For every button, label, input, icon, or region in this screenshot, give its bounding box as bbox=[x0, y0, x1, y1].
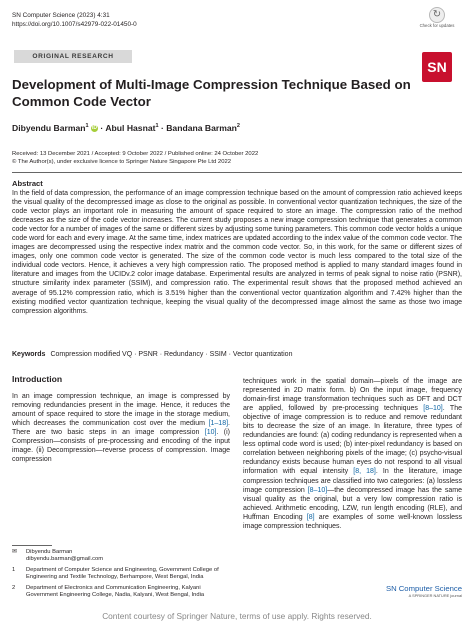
affiliation-marker: 1 bbox=[85, 123, 89, 130]
keywords-label: Keywords bbox=[12, 351, 46, 358]
corresponding-author bbox=[12, 549, 230, 564]
affiliation-text: Department of Electronics and Communication Engineering, Kalyani Government Engineering College, Nadia, Kalyani, West Bengal, India bbox=[26, 584, 205, 599]
citation-link[interactable]: [10] bbox=[204, 429, 217, 437]
citation-link[interactable]: [8] bbox=[306, 513, 315, 521]
divider bbox=[12, 172, 462, 173]
check-for-updates-button[interactable] bbox=[415, 7, 459, 35]
body-text: are examples of some well-known lossless image compression techniques. bbox=[243, 513, 462, 530]
affiliation-marker: 2 bbox=[12, 584, 16, 591]
envelope-icon: ✉ bbox=[12, 549, 17, 555]
keywords bbox=[12, 350, 292, 359]
journal-name: SN Computer Science bbox=[385, 584, 462, 593]
corresponding-name: Dibyendu Barman bbox=[26, 549, 73, 555]
author-list bbox=[12, 123, 240, 133]
article-title: Development of Multi-Image Compression Technique Based on Common Code Vector bbox=[12, 77, 411, 109]
body-text: . In the literature, image compression techniques are classified into two categories: (a) lossless image compression bbox=[243, 468, 462, 494]
journal-footer bbox=[386, 584, 462, 598]
body-text: —the decompressed image has the same visual quality as the original, but a very low compression ratio is achieved. Arithmetic encoding, LZW, run length encoding (RLE), and Huffman Encoding bbox=[243, 486, 462, 521]
author-name[interactable]: Abul Hasnat bbox=[105, 123, 156, 133]
email-link[interactable]: dibyendu.barman@gmail.com bbox=[26, 556, 104, 563]
article-type-badge: ORIGINAL RESEARCH bbox=[14, 50, 132, 63]
doi-link[interactable]: https://doi.org/10.1007/s42979-022-01450-0 bbox=[12, 20, 137, 28]
received-dates: Received: 13 December 2021 / Accepted: 9 October 2022 / Published online: 24 October 2022 bbox=[12, 151, 259, 157]
body-text: . The objective of image compression is to reduce and remove redundant bits to decrease the size of an image. In literature, three types of redundancies are found: (a) coding redundancy is represented when a less optimal code word is used; (b) inter-pixel redundancy is based on correlation between neighboring pixels of the image; (c) psycho-visual redundancy exists because human eyes do not respond to all visual information with equal intensity bbox=[243, 405, 462, 476]
orcid-icon[interactable]: iD bbox=[92, 125, 97, 132]
footnote-divider bbox=[12, 545, 52, 546]
journal-citation: SN Computer Science (2023) 4:31 bbox=[12, 12, 110, 19]
copyright-notice: © The Author(s), under exclusive licence to Springer Nature Singapore Pte Ltd 2022 bbox=[12, 158, 232, 165]
citation-link[interactable]: [8, 18] bbox=[353, 468, 376, 476]
citation-link[interactable]: [8–10] bbox=[423, 405, 443, 413]
check-for-updates-label: Check for updates bbox=[419, 23, 455, 28]
body-text: In an image compression technique, an image is compressed by removing redundancies present in the image. Hence, it reduces the amount of space required to store the image in the storage medium, which decreases the communication cost over the medium bbox=[12, 393, 230, 428]
introduction-heading: Introduction bbox=[12, 374, 63, 384]
abstract-heading: Abstract bbox=[12, 179, 43, 188]
footnotes bbox=[12, 549, 230, 599]
author-separator: · bbox=[160, 123, 164, 133]
keywords-list: Compression modified VQ · PSNR · Redundancy · SSIM · Vector quantization bbox=[50, 351, 293, 358]
affiliation-marker: 2 bbox=[236, 123, 240, 130]
citation-link[interactable]: [8–10] bbox=[307, 486, 328, 494]
journal-header bbox=[12, 12, 137, 29]
publication-history bbox=[12, 151, 258, 166]
affiliation-marker: 1 bbox=[12, 566, 16, 573]
body-text: . (i) Compression—consists of pre-processing and encoding of the input image. (ii) Decompression—reverse process of compression. Image compression bbox=[12, 429, 230, 464]
author-separator: · bbox=[100, 123, 104, 133]
sn-logo: SN bbox=[422, 52, 452, 82]
body-column-left bbox=[12, 392, 230, 464]
courtesy-notice: Content courtesy of Springer Nature, terms of use apply. Rights reserved. bbox=[102, 611, 372, 621]
body-column-right bbox=[243, 377, 462, 531]
body-text: techniques work in the spatial domain—pixels of the image are represented in 2D matrix form. b) On the input image, frequency domain-first image transformation techniques such as DFT and DCT are applied, followed by pre-processing techniques bbox=[243, 378, 462, 413]
refresh-icon: ↻ bbox=[429, 7, 445, 23]
publisher-tagline: A SPRINGER NATURE journal bbox=[408, 593, 462, 598]
body-text: . There are two basic steps in an image compression bbox=[12, 420, 230, 437]
affiliation-marker: 1 bbox=[155, 123, 159, 130]
author-name[interactable]: Bandana Barman bbox=[166, 123, 237, 133]
affiliation-text: Department of Computer Science and Engineering, Government College of Engineering and Textile Technology, Berhampore, West Bengal, India bbox=[26, 566, 219, 581]
author-name[interactable]: Dibyendu Barman bbox=[12, 123, 86, 133]
abstract-text: In the field of data compression, the performance of an image compression technique based on the amount of compression ratio achieved keeps the visual quality of the decompressed image as close to the original as possible. In conventional vector quantization techniques, the size of the code vector plays an important role in measuring the amount of space required to store an image. The compression ratio of the method decreases as the size of the code vector increases. The current study proposes a new image compression technique that generates a common code vector for a number of images of the same or different sizes by adjusting some tuning parameters. This common code vector holds a unique code word for each and every image. At the same time, index matrices are updated according to the index value of the common code vector. The images are decompressed using the respective index matrix and the common code vector. So, in this work, for the same or different sizes of images, only one common code vector is generated. The size of the common code vector is much less compared to the total size of the individual code vectors. Hence, it achieves a very high compression ratio. The proposed method is applied to many standard images found in literature and images from the UCIDv.2 color image database. Experimental results are analyzed in terms of peak signal to noise ratio (PSNR), structure similarity index parameter (SSIM), and compression ratio. The experimental result shows that the proposed method achieved an average of 95.12% compression ratio, which is 3.51% higher than the conventional vector quantization algorithm and 7.42% higher than the existing modified vector quantization technique, keeping the visual quality of the decompressed image almost the same as those two image compression algorithms. bbox=[12, 190, 462, 315]
affiliation-2 bbox=[12, 585, 230, 600]
citation-link[interactable]: [1–18] bbox=[208, 420, 229, 428]
affiliation-1 bbox=[12, 567, 230, 582]
